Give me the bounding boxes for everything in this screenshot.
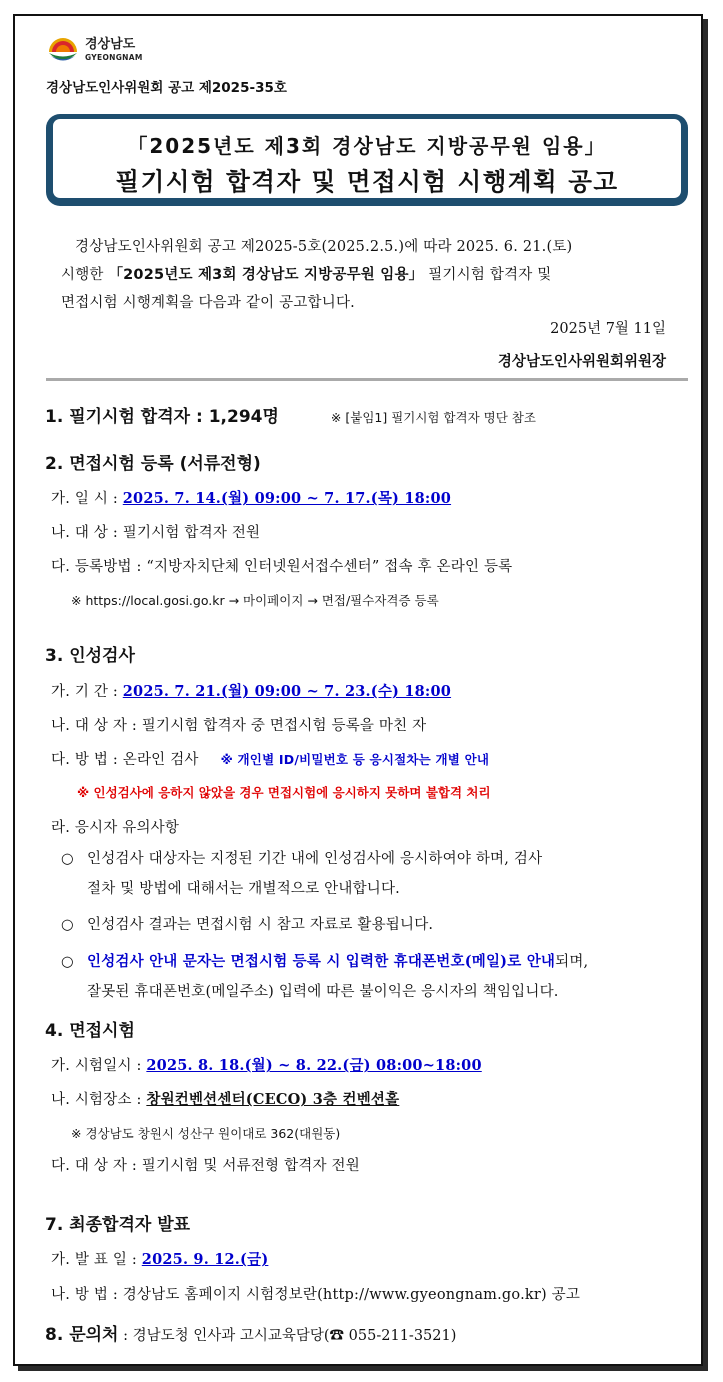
s2-url-note: ※ https://local.gosi.go.kr → 마이페이지 → 면접/필수자격증 등록 [71, 593, 439, 608]
s7-date: 가. 발 표 일 : 2025. 9. 12.(금) [51, 1251, 269, 1268]
s2-method: 다. 등록방법 : “지방자치단체 인터넷원서접수센터” 접속 후 온라인 등록 [51, 559, 513, 575]
intro-line2: 시행한 「2025년도 제3회 경상남도 지방공무원 임용」 필기시험 합격자 및 [61, 267, 552, 283]
s7-date-value: 2025. 9. 12.(금) [141, 1251, 269, 1268]
s4-datetime-value: 2025. 8. 18.(월) ~ 8. 22.(금) 08:00~18:00 [146, 1057, 482, 1074]
s4-address-note: ※ 경상남도 창원시 성산구 원이대로 362(대원동) [71, 1126, 341, 1141]
title-banner [46, 114, 688, 206]
s4-target: 다. 대 상 자 : 필기시험 및 서류전형 합격자 전원 [51, 1158, 360, 1174]
notice-signer: 경상남도인사위원회위원장 [497, 354, 666, 370]
banner-title-line2: 필기시험 합격자 및 면접시험 시행계획 공고 [115, 167, 619, 196]
intro-line3: 면접시험 시행계획을 다음과 같이 공고합니다. [61, 295, 355, 311]
section1-title: 1. 필기시험 합격자 : 1,294명 ※ [붙임1] 필기시험 합격자 명단 참조 [45, 407, 536, 427]
s3-period: 가. 기 간 : 2025. 7. 21.(월) 09:00 ~ 7. 23.(수) 18:00 [51, 683, 452, 700]
s3-bullet3: ○ 인성검사 안내 문자는 면접시험 등록 시 입력한 휴대폰번호(메일)로 안내되며, 잘못된 휴대폰번호(메일주소) 입력에 따른 불이익은 응시자의 책임입니다. [61, 953, 589, 1000]
s2-target: 나. 대 상 : 필기시험 합격자 전원 [51, 525, 261, 541]
section1-note: ※ [붙임1] 필기시험 합격자 명단 참조 [330, 410, 536, 425]
contact-value: : 경남도청 인사과 고시교육담당(☎ 055-211-3521) [118, 1328, 457, 1344]
exam-name: 「2025년도 제3회 경상남도 지방공무원 임용」 [108, 267, 424, 283]
logo-english-text: GYEONGNAM [85, 53, 143, 63]
s3-notes-label: 라. 응시자 유의사항 [51, 820, 180, 836]
s3-id-note: ※ 개인별 ID/비밀번호 등 응시절차는 개별 안내 [220, 752, 490, 767]
s3-period-value: 2025. 7. 21.(월) 09:00 ~ 7. 23.(수) 18:00 [122, 683, 452, 700]
section4-title: 4. 면접시험 [45, 1021, 135, 1041]
s4-venue: 나. 시험장소 : 창원컨벤션센터(CECO) 3층 컨벤션홀 [51, 1091, 400, 1108]
intro-paragraph [61, 233, 681, 317]
logo-korean-text: 경상남도 [85, 37, 136, 53]
gyeongnam-logo [46, 30, 143, 70]
intro-line1: 경상남도인사위원회 공고 제2025-5호(2025.2.5.)에 따라 2025. 6. 21.(토) [75, 239, 573, 255]
gyeongnam-emblem-icon [46, 33, 80, 67]
section8-contact: 8. 문의처 : 경남도청 인사과 고시교육담당(☎ 055-211-3521) [45, 1325, 457, 1345]
section3-title: 3. 인성검사 [45, 646, 135, 666]
section7-title: 7. 최종합격자 발표 [45, 1215, 191, 1235]
divider [46, 378, 688, 381]
document-page [13, 14, 703, 1366]
s3-bullet1: ○ 인성검사 대상자는 지정된 기간 내에 인성검사에 응시하여야 하며, 검사 절차 및 방법에 대해서는 개별적으로 안내합니다. [61, 851, 543, 897]
s7-method: 나. 방 법 : 경상남도 홈페이지 시험정보란(http://www.gyeongnam.go.kr) 공고 [51, 1287, 581, 1303]
s4-datetime: 가. 시험일시 : 2025. 8. 18.(월) ~ 8. 22.(금) 08:00~18:00 [51, 1057, 482, 1074]
s3-bullet2: ○ 인성검사 결과는 면접시험 시 참고 자료로 활용됩니다. [61, 917, 434, 933]
s3-warning: ※ 인성검사에 응하지 않았을 경우 면접시험에 응시하지 못하며 불합격 처리 [77, 785, 491, 800]
notice-date: 2025년 7월 11일 [550, 321, 666, 337]
section2-title: 2. 면접시험 등록 (서류전형) [45, 454, 261, 474]
s2-schedule: 가. 일 시 : 2025. 7. 14.(월) 09:00 ~ 7. 17.(목) 18:00 [51, 490, 452, 507]
notice-number: 경상남도인사위원회 공고 제2025-35호 [46, 80, 287, 96]
s4-venue-value: 창원컨벤션센터(CECO) 3층 컨벤션홀 [146, 1091, 400, 1108]
s2-schedule-value: 2025. 7. 14.(월) 09:00 ~ 7. 17.(목) 18:00 [122, 490, 452, 507]
banner-title-line1: 「2025년도 제3회 경상남도 지방공무원 임용」 [127, 134, 607, 158]
s3-target: 나. 대 상 자 : 필기시험 합격자 중 면접시험 등록을 마친 자 [51, 718, 427, 734]
s3-method: 다. 방 법 : 온라인 검사 ※ 개인별 ID/비밀번호 등 응시절차는 개별 안내 [51, 752, 490, 768]
